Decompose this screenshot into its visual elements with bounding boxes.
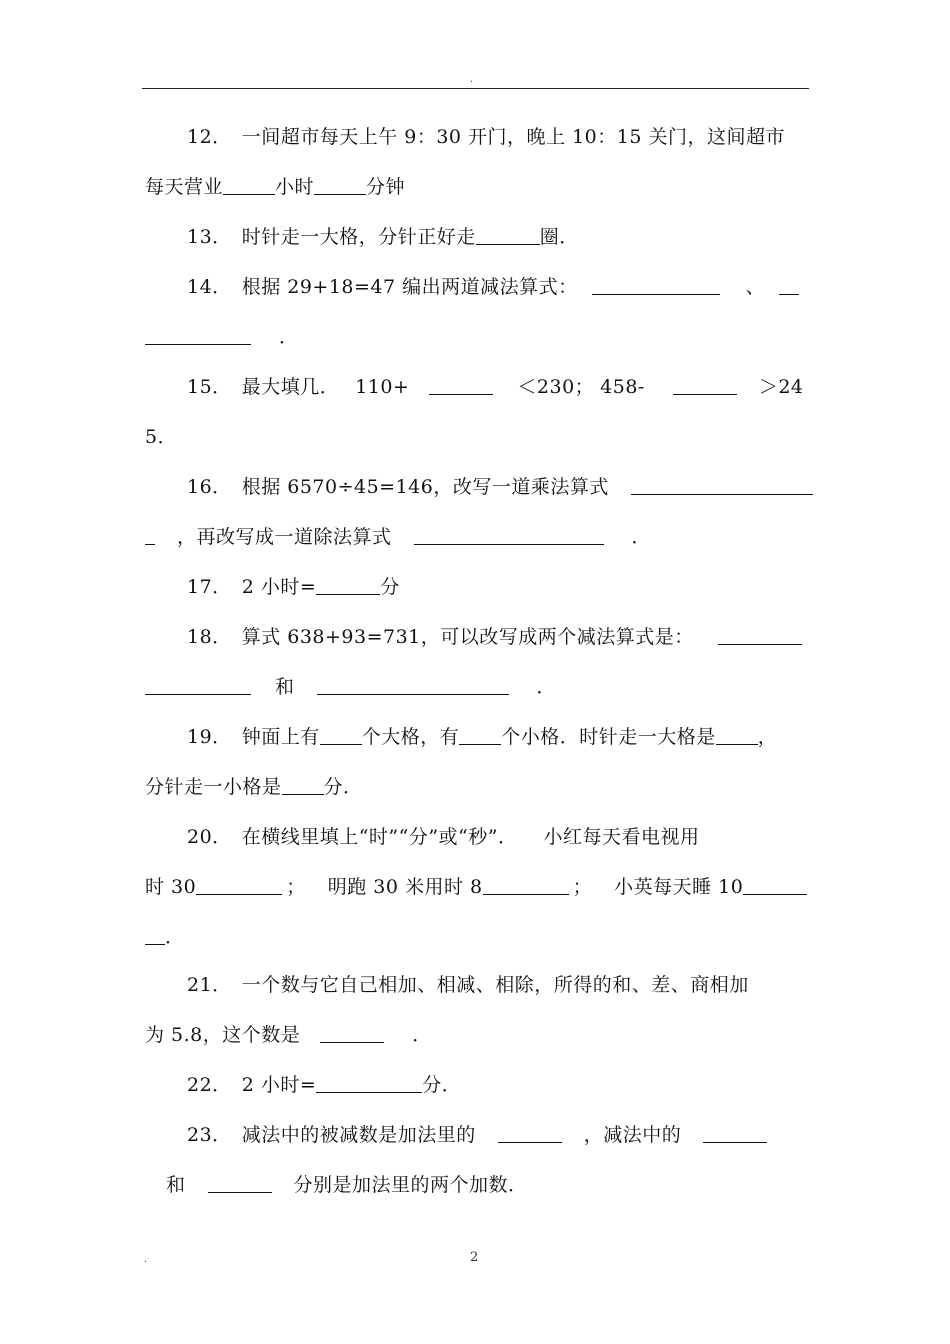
answer-blank[interactable] [592, 274, 720, 295]
question-text: 钟面上有 [241, 726, 320, 748]
question-number: 23． [187, 1124, 232, 1146]
answer-blank[interactable] [414, 524, 604, 545]
question-21-line-2 [145, 1020, 810, 1050]
question-text: 个大格，有 [361, 726, 460, 748]
answer-blank[interactable] [196, 874, 282, 895]
question-15-line-1 [187, 372, 810, 402]
question-text: 110+ [355, 376, 410, 398]
answer-blank[interactable] [631, 474, 813, 495]
question-text: ＜230； [517, 376, 595, 398]
answer-blank[interactable] [703, 1122, 767, 1143]
question-text: 小英每天睡 10 [614, 876, 744, 898]
header-dot: . [470, 74, 474, 85]
question-17 [187, 572, 810, 602]
question-number: 15． [187, 376, 232, 398]
question-16-line-2 [145, 522, 810, 552]
answer-blank[interactable] [459, 724, 501, 745]
question-19-line-1 [187, 722, 810, 752]
question-text: 分针走一小格是 [145, 776, 282, 798]
answer-blank[interactable] [779, 274, 799, 295]
answer-blank[interactable] [145, 524, 155, 545]
answer-blank[interactable] [673, 374, 737, 395]
question-text: ． [279, 326, 299, 348]
answer-blank[interactable] [145, 674, 251, 695]
question-text: 分． [422, 1074, 462, 1096]
question-text: 和 [166, 1174, 186, 1196]
answer-blank[interactable] [429, 374, 493, 395]
question-text: ； [286, 876, 306, 898]
answer-blank[interactable] [743, 874, 807, 895]
question-number: 22． [187, 1074, 232, 1096]
question-number: 12． [187, 126, 232, 148]
answer-blank[interactable] [145, 324, 251, 345]
question-text: 小时 [275, 176, 315, 198]
question-text: 个小格．时针走一大格是 [501, 726, 716, 748]
question-number: 14． [187, 276, 232, 298]
question-18-line-2 [145, 672, 810, 702]
page-number: 2 [470, 1250, 479, 1265]
question-text: ， [757, 726, 778, 748]
answer-blank[interactable] [718, 624, 802, 645]
question-23-line-2 [166, 1170, 810, 1200]
question-text: 在横线里填上“时”“分”或“秒”． [241, 826, 518, 848]
question-text: 一间超市每天上午 9：30 开门，晚上 10：15 关门，这间超市 [241, 126, 785, 148]
question-12-line-2 [145, 172, 810, 202]
question-text: 时针走一大格，分针正好走 [241, 226, 476, 248]
question-text: 分． [323, 776, 363, 798]
question-text: ． [165, 926, 185, 948]
question-number: 19． [187, 726, 232, 748]
answer-blank[interactable] [282, 774, 324, 795]
question-text: ． [631, 526, 652, 548]
question-text: ＞24 [758, 376, 804, 398]
question-text: 减法中的被减数是加法里的 [241, 1124, 476, 1146]
footer-dot: . [144, 1254, 148, 1265]
question-text: ． [536, 676, 557, 698]
question-22 [187, 1070, 810, 1100]
answer-blank[interactable] [314, 174, 366, 195]
question-text: 小红每天看电视用 [543, 826, 700, 848]
question-text: 时 30 [145, 876, 197, 898]
question-text: 根据 29+18=47 编出两道减法算式： [241, 276, 578, 298]
question-text: 算式 638+93=731，可以改写成两个减法算式是： [241, 626, 694, 648]
question-text: 最大填几． [241, 376, 340, 398]
question-21-line-1 [187, 970, 810, 1000]
question-14-line-2 [145, 322, 810, 352]
question-number: 18． [187, 626, 232, 648]
question-text: ，减法中的 [583, 1124, 682, 1146]
question-12-line-1 [187, 122, 810, 152]
answer-blank[interactable] [716, 724, 758, 745]
question-13 [187, 222, 810, 252]
answer-blank[interactable] [316, 1072, 422, 1093]
question-18-line-1 [187, 622, 810, 652]
question-number: 20． [187, 826, 232, 848]
question-text: ． [412, 1024, 432, 1046]
question-text: 458- [600, 376, 645, 398]
answer-blank[interactable] [483, 874, 569, 895]
question-text: 一个数与它自己相加、相减、相除，所得的和、差、商相加 [241, 974, 749, 996]
question-15-line-2 [145, 422, 810, 452]
question-text: ，再改写成一道除法算式 [177, 526, 392, 548]
question-20-line-2 [145, 872, 810, 902]
question-text: 分别是加法里的两个加数． [293, 1174, 528, 1196]
question-text: 根据 6570÷45=146，改写一道乘法算式 [241, 476, 609, 498]
answer-blank[interactable] [316, 574, 380, 595]
question-text: 和 [275, 676, 295, 698]
question-20-line-1 [187, 822, 810, 852]
answer-blank[interactable] [498, 1122, 562, 1143]
question-23-line-1 [187, 1120, 810, 1150]
question-text: 2 小时= [241, 576, 317, 598]
question-14-line-1 [187, 272, 810, 302]
question-text: 分 [380, 576, 400, 598]
answer-blank[interactable] [223, 174, 275, 195]
question-text: ； [572, 876, 593, 898]
question-19-line-2 [145, 772, 810, 802]
answer-blank[interactable] [317, 674, 509, 695]
question-number: 16． [187, 476, 232, 498]
question-text: 分钟 [366, 176, 406, 198]
answer-blank[interactable] [320, 1022, 384, 1043]
question-number: 17． [187, 576, 232, 598]
question-text: 、 [745, 276, 766, 298]
question-number: 21． [187, 974, 232, 996]
question-text: 2 小时= [241, 1074, 317, 1096]
question-number: 13． [187, 226, 232, 248]
answer-blank[interactable] [208, 1172, 272, 1193]
answer-blank[interactable] [476, 224, 540, 245]
header-rule [142, 88, 809, 89]
question-text: 圈． [539, 226, 579, 248]
answer-blank[interactable] [320, 724, 362, 745]
answer-blank[interactable] [145, 924, 165, 945]
question-text: 每天营业 [145, 176, 224, 198]
question-text: 为 5.8，这个数是 [145, 1024, 301, 1046]
question-text: 明跑 30 米用时 8 [327, 876, 483, 898]
question-text: 5． [145, 426, 178, 448]
question-16-line-1 [187, 472, 810, 502]
question-20-line-3 [145, 922, 810, 952]
